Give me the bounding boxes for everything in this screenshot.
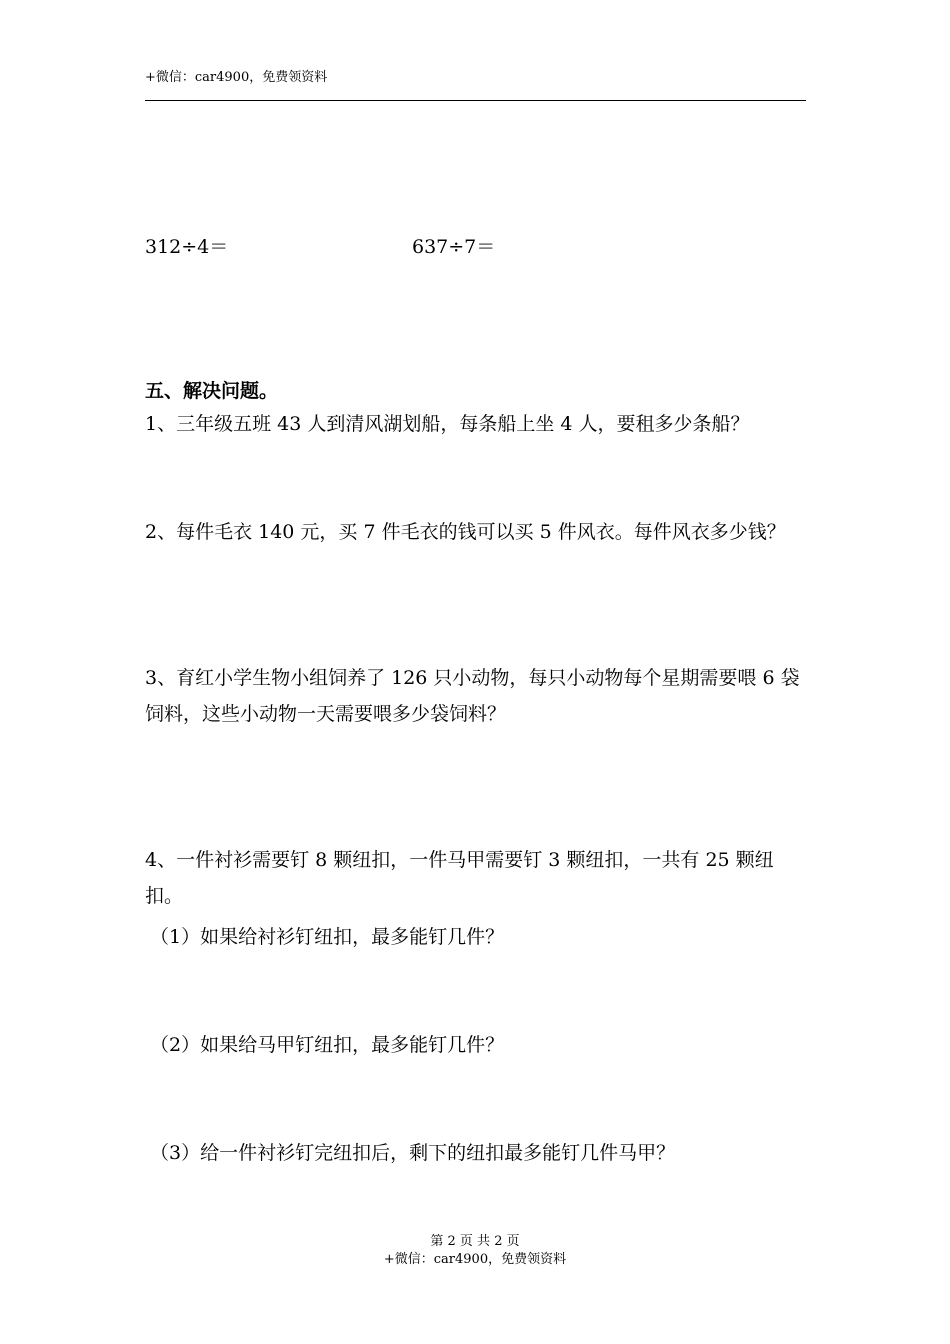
header-watermark: +微信：car4900，免费领资料 <box>145 70 328 85</box>
footer-watermark: +微信：car4900，免费领资料 <box>383 1252 567 1267</box>
question-4: 4、一件衬衫需要钉 8 颗纽扣，一件马甲需要钉 3 颗纽扣，一共有 25 颗纽扣。 <box>145 849 774 907</box>
subquestion-1: （1）如果给衬衫钉纽扣，最多能钉几件？ <box>150 926 505 948</box>
section-title: 五、解决问题。 <box>145 380 279 402</box>
question-1: 1、三年级五班 43 人到清风湖划船，每条船上坐 4 人，要租多少条船？ <box>145 413 750 435</box>
header-divider <box>145 100 806 101</box>
question-2: 2、每件毛衣 140 元，买 7 件毛衣的钱可以买 5 件风衣。每件风衣多少钱？ <box>145 521 786 543</box>
page-number: 第 2 页 共 2 页 <box>430 1234 520 1249</box>
calculation-2: 637÷7＝ <box>412 236 496 258</box>
subquestion-2: （2）如果给马甲钉纽扣，最多能钉几件？ <box>150 1034 505 1056</box>
subquestion-3: （3）给一件衬衫钉完纽扣后，剩下的纽扣最多能钉几件马甲？ <box>150 1142 676 1164</box>
calculation-1: 312÷4＝ <box>145 236 229 258</box>
question-3: 3、育红小学生物小组饲养了 126 只小动物，每只小动物每个星期需要喂 6 袋饲料，这些小动物一天需要喂多少袋饲料？ <box>145 667 800 725</box>
